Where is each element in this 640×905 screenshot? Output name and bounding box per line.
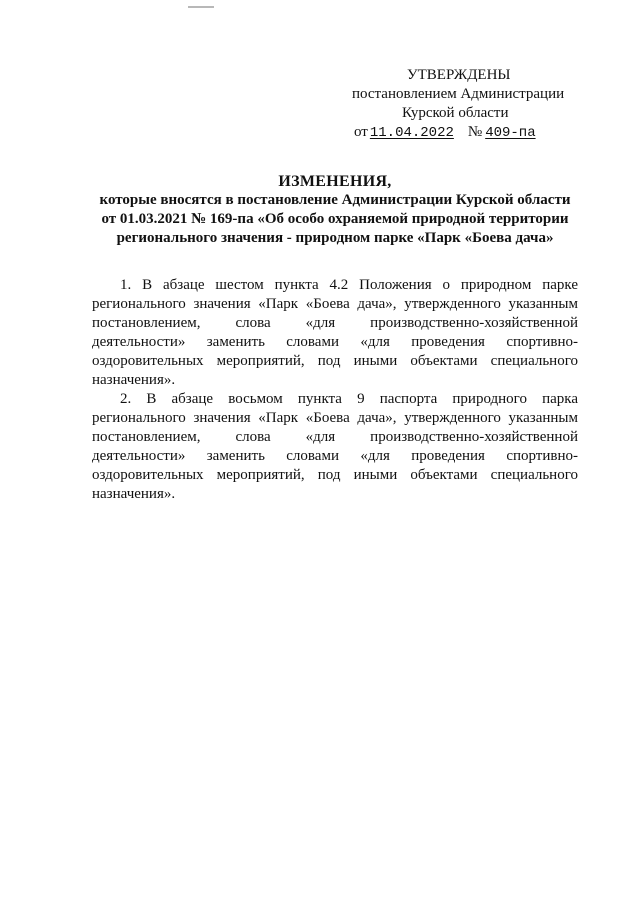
approval-date: 11.04.2022	[369, 125, 454, 141]
approval-stamp	[350, 66, 580, 143]
document-body	[92, 276, 578, 504]
scan-artifact	[188, 6, 214, 8]
approval-date-line	[350, 123, 580, 143]
title-line-2: от 01.03.2021 № 169-па «Об особо охраняемой природной территории	[101, 211, 569, 227]
title-main: ИЗМЕНЕНИЯ,	[278, 173, 392, 190]
date-prefix: от	[354, 124, 368, 140]
approval-heading: УТВЕРЖДЕНЫ	[407, 67, 511, 83]
paragraph-1: 1. В абзаце шестом пункта 4.2 Положения о природном парке регионального значения «Парк «Боева дача», утвержденного указанным постановлением, слова «для производственно-хозяйственной деятельности» заменить словами «для проведения спортивно-оздоровительных мероприятий, под иными объектами специального назначения».	[92, 277, 578, 388]
title-line-1: которые вносятся в постановление Администрации Курской области	[99, 192, 571, 208]
paragraph-2: 2. В абзаце восьмом пункта 9 паспорта природного парка регионального значения «Парк «Боева дача», утвержденного указанным постановлением, слова «для производственно-хозяйственной деятельности» заменить словами «для проведения спортивно-оздоровительных мероприятий, под иными объектами специального назначения».	[92, 391, 578, 502]
number-prefix: №	[467, 124, 483, 140]
approval-region: Курской области	[402, 105, 509, 121]
approval-issuer: постановлением Администрации	[352, 86, 565, 102]
approval-number: 409-па	[485, 125, 536, 141]
title-line-3: регионального значения - природном парке «Парк «Боева дача»	[116, 230, 554, 246]
document-title	[60, 172, 610, 248]
